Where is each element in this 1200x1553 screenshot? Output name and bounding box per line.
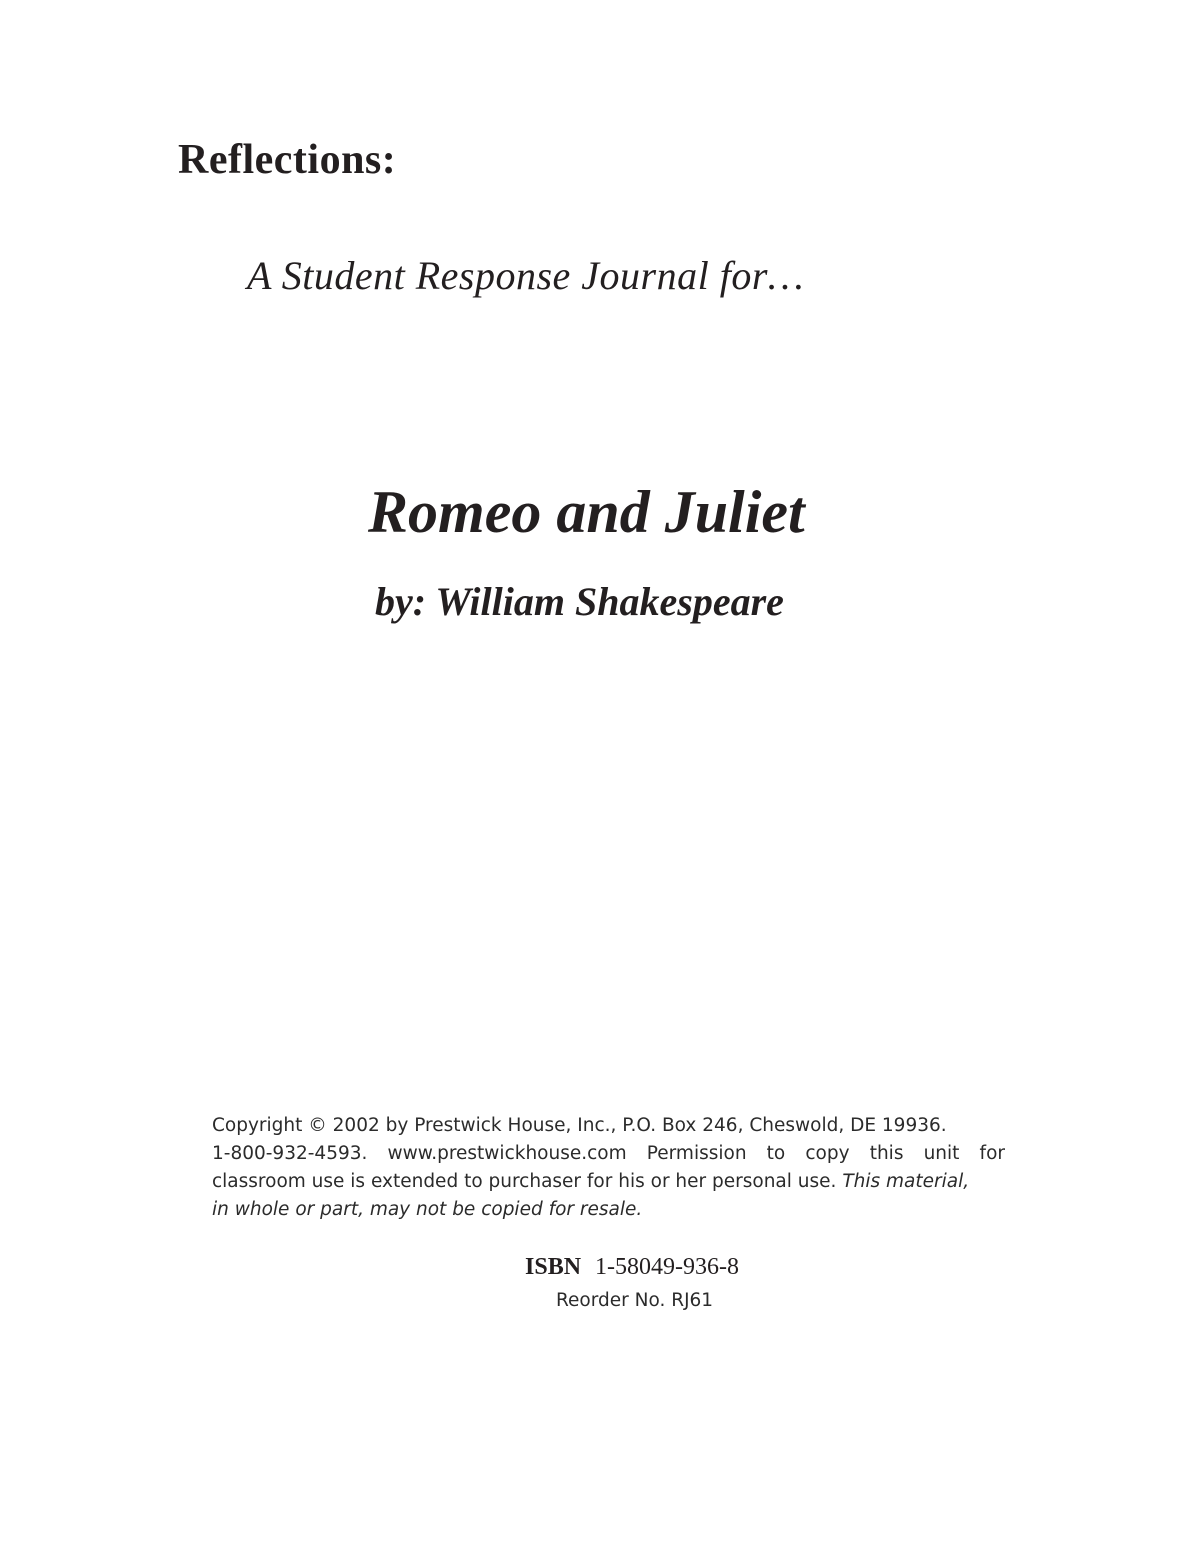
copyright-line-2: 1-800-932-4593. www.prestwickhouse.com Permission to copy this unit for [212, 1143, 1005, 1164]
isbn-value: 1-58049-936-8 [595, 1254, 740, 1280]
reorder-number: Reorder No. RJ61 [556, 1290, 714, 1311]
heading-reflections: Reflections: [178, 137, 397, 183]
isbn [525, 1254, 739, 1281]
copyright-line-4: in whole or part, may not be copied for resale. [212, 1199, 643, 1220]
book-title: Romeo and Juliet [368, 479, 805, 545]
copyright-line-3-italic: This material, [842, 1171, 970, 1192]
copyright-line-3 [212, 1168, 1005, 1196]
subtitle: A Student Response Journal for… [247, 253, 804, 298]
book-author: by: William Shakespeare [375, 579, 784, 624]
isbn-label: ISBN [525, 1254, 582, 1280]
copyright-line-1: Copyright © 2002 by Prestwick House, Inc., P.O. Box 246, Cheswold, DE 19936. [212, 1115, 947, 1136]
copyright-notice [212, 1112, 1005, 1224]
copyright-line-3-text: classroom use is extended to purchaser for his or her personal use. [212, 1171, 843, 1192]
